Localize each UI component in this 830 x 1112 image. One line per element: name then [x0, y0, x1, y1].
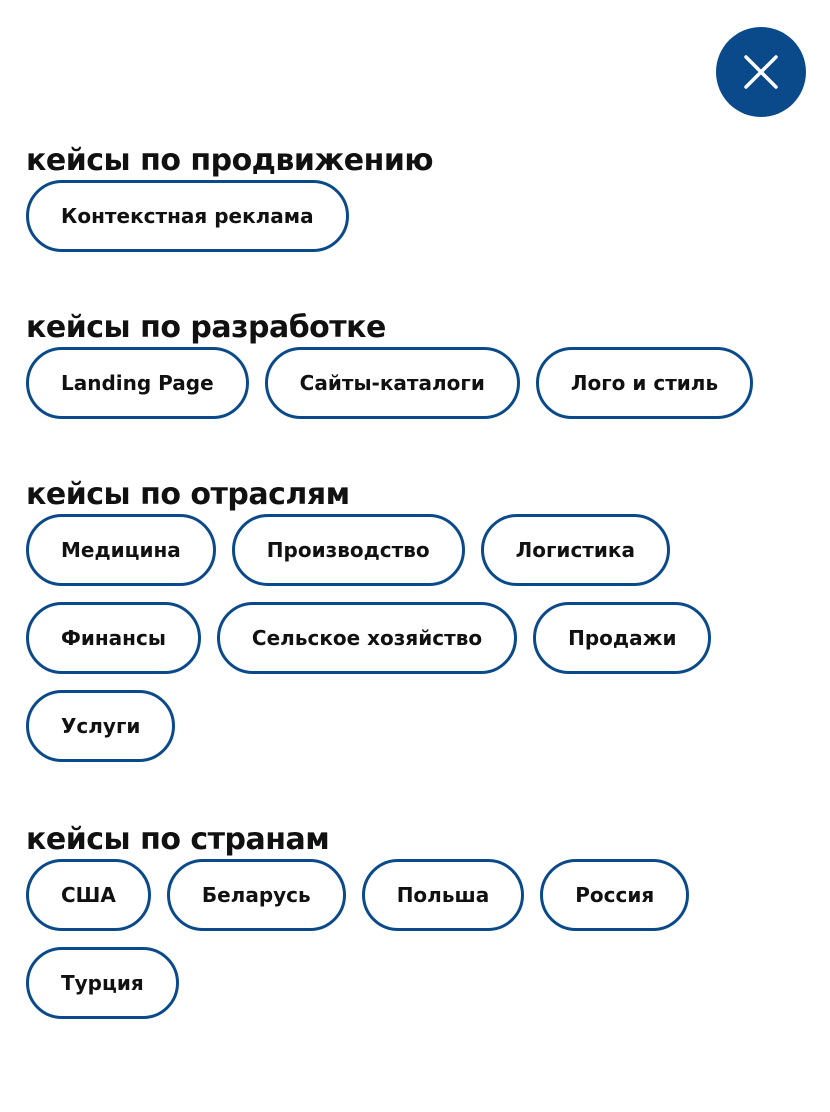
- tag-chip[interactable]: Landing Page: [26, 347, 249, 419]
- section-title: кейсы по разработке: [26, 310, 386, 345]
- tag-chip[interactable]: Финансы: [26, 602, 201, 674]
- section-countries: [26, 822, 816, 1035]
- section-development: [26, 310, 816, 435]
- tag-chip[interactable]: Беларусь: [167, 859, 346, 931]
- section-title: кейсы по странам: [26, 822, 330, 857]
- tag-chip[interactable]: Продажи: [533, 602, 711, 674]
- tag-list: [26, 347, 816, 435]
- tag-chip[interactable]: Россия: [540, 859, 689, 931]
- tag-chip[interactable]: Контекстная реклама: [26, 180, 349, 252]
- section-title: кейсы по отраслям: [26, 477, 350, 512]
- tag-chip[interactable]: Сельское хозяйство: [217, 602, 517, 674]
- section-title: кейсы по продвижению: [26, 143, 434, 178]
- tag-chip[interactable]: Медицина: [26, 514, 216, 586]
- tag-list: [26, 859, 816, 1035]
- section-promotion: [26, 143, 816, 268]
- tag-list: [26, 180, 816, 268]
- tag-list: [26, 514, 816, 778]
- tag-chip[interactable]: Производство: [232, 514, 465, 586]
- tag-chip[interactable]: США: [26, 859, 151, 931]
- close-button[interactable]: [716, 27, 806, 117]
- tag-chip[interactable]: Логистика: [481, 514, 670, 586]
- tag-chip[interactable]: Лого и стиль: [536, 347, 753, 419]
- tag-chip[interactable]: Польша: [362, 859, 525, 931]
- tag-chip[interactable]: Сайты-каталоги: [265, 347, 520, 419]
- close-icon: [743, 54, 779, 90]
- tag-chip[interactable]: Услуги: [26, 690, 175, 762]
- tag-chip[interactable]: Турция: [26, 947, 179, 1019]
- section-industries: [26, 477, 816, 778]
